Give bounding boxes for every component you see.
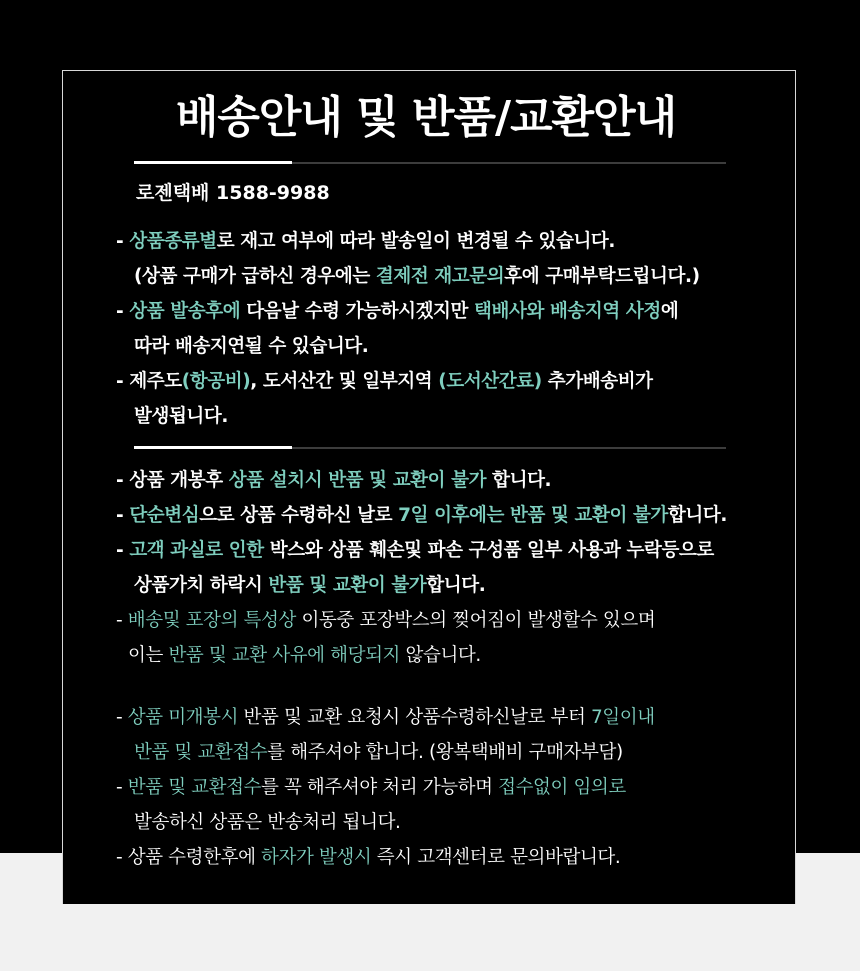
highlight-text: 결제전 재고문의 xyxy=(375,266,505,287)
text-segment: 즉시 고객센터로 문의바랍니다. xyxy=(371,847,621,868)
divider-top xyxy=(134,162,726,164)
text-segment: 합니다. xyxy=(667,505,727,526)
highlight-text: (도서산간료) xyxy=(438,371,542,392)
text-segment: - xyxy=(116,707,128,728)
process-line xyxy=(116,770,655,805)
highlight-text: (항공비) xyxy=(181,371,251,392)
highlight-text: 7일이내 xyxy=(590,707,655,728)
text-segment: 따라 배송지연될 수 있습니다. xyxy=(134,336,369,357)
divider-highlight xyxy=(134,161,292,164)
text-segment: 를 꼭 해주셔야 처리 가능하며 xyxy=(261,777,499,798)
return-restrictions xyxy=(116,463,727,603)
highlight-text: 반품 및 교환접수 xyxy=(134,742,268,763)
shipping-line xyxy=(116,364,700,399)
highlight-text: 상품종류별 xyxy=(129,231,217,252)
page-title: 배송안내 및 반품/교환안내 xyxy=(175,92,677,143)
text-segment: 않습니다. xyxy=(400,645,481,666)
packaging-notice xyxy=(116,603,655,673)
process-line xyxy=(116,805,655,840)
process-line xyxy=(116,840,655,875)
process-line xyxy=(116,735,655,770)
process-line xyxy=(116,700,655,735)
shipping-line xyxy=(116,294,700,329)
text-segment: 를 해주셔야 합니다. (왕복택배비 구매자부담) xyxy=(267,742,623,763)
text-segment: 발송하신 상품은 반송처리 됩니다. xyxy=(134,812,401,833)
text-segment: 으로 상품 수령하신 날로 xyxy=(199,505,399,526)
return-line xyxy=(116,463,727,498)
text-segment: - 상품 개봉후 xyxy=(116,470,229,491)
shipping-line xyxy=(116,399,700,434)
text-segment: 합니다. xyxy=(426,575,486,596)
text-segment: 이동중 포장박스의 찢어짐이 발생할수 있으며 xyxy=(295,610,656,631)
text-segment: - xyxy=(116,777,128,798)
text-segment: 추가배송비가 xyxy=(541,371,653,392)
text-segment: , 도서산간 및 일부지역 xyxy=(250,371,439,392)
courier-info: 로젠택배 1588-9988 xyxy=(136,182,330,204)
shipping-line xyxy=(116,259,700,294)
highlight-text: 배송및 포장의 특성상 xyxy=(127,610,296,631)
return-line xyxy=(116,533,727,568)
divider-middle xyxy=(134,447,726,449)
return-line xyxy=(116,498,727,533)
highlight-text: 반품 및 교환이 불가 xyxy=(268,575,427,596)
shipping-line xyxy=(116,329,700,364)
highlight-text: 상품 발송후에 xyxy=(129,301,241,322)
packaging-line xyxy=(116,638,655,673)
packaging-line xyxy=(116,603,655,638)
text-segment: 합니다. xyxy=(486,470,552,491)
text-segment: (상품 구매가 급하신 경우에는 xyxy=(134,266,376,287)
text-segment: 다음날 수령 가능하시겠지만 xyxy=(240,301,475,322)
highlight-text: 하자가 발생시 xyxy=(261,847,372,868)
highlight-text: 단순변심 xyxy=(129,505,200,526)
text-segment: - xyxy=(116,301,130,322)
return-line xyxy=(116,568,727,603)
text-segment: - xyxy=(116,231,130,252)
highlight-text: 접수없이 임의로 xyxy=(498,777,626,798)
text-segment: - xyxy=(116,540,130,561)
text-segment: 발생됩니다. xyxy=(134,406,228,427)
shipping-line xyxy=(116,224,700,259)
text-segment: - xyxy=(116,610,128,631)
highlight-text: 고객 과실로 인한 xyxy=(129,540,264,561)
text-segment: 로 재고 여부에 따라 발송일이 변경될 수 있습니다. xyxy=(216,231,616,252)
highlight-text: 반품 및 교환접수 xyxy=(127,777,262,798)
highlight-text: 상품 미개봉시 xyxy=(127,707,239,728)
highlight-text: 택배사와 배송지역 사정 xyxy=(474,301,661,322)
divider-highlight xyxy=(134,446,292,449)
text-segment: - 제주도 xyxy=(116,371,182,392)
shipping-notice xyxy=(116,224,700,434)
text-segment: 상품가치 하락시 xyxy=(134,575,269,596)
text-segment: - 상품 수령한후에 xyxy=(116,847,262,868)
highlight-text: 7일 이후에는 반품 및 교환이 불가 xyxy=(398,505,668,526)
text-segment: 후에 구매부탁드립니다.) xyxy=(504,266,700,287)
text-segment: 반품 및 교환 요청시 상품수령하신날로 부터 xyxy=(238,707,591,728)
return-process xyxy=(116,700,655,875)
highlight-text: 반품 및 교환 사유에 해당되지 xyxy=(168,645,401,666)
text-segment: - xyxy=(116,505,130,526)
text-segment: 박스와 상품 훼손및 파손 구성품 일부 사용과 누락등으로 xyxy=(263,540,714,561)
highlight-text: 상품 설치시 반품 및 교환이 불가 xyxy=(228,470,487,491)
text-segment: 이는 xyxy=(128,645,169,666)
text-segment: 에 xyxy=(660,301,679,322)
